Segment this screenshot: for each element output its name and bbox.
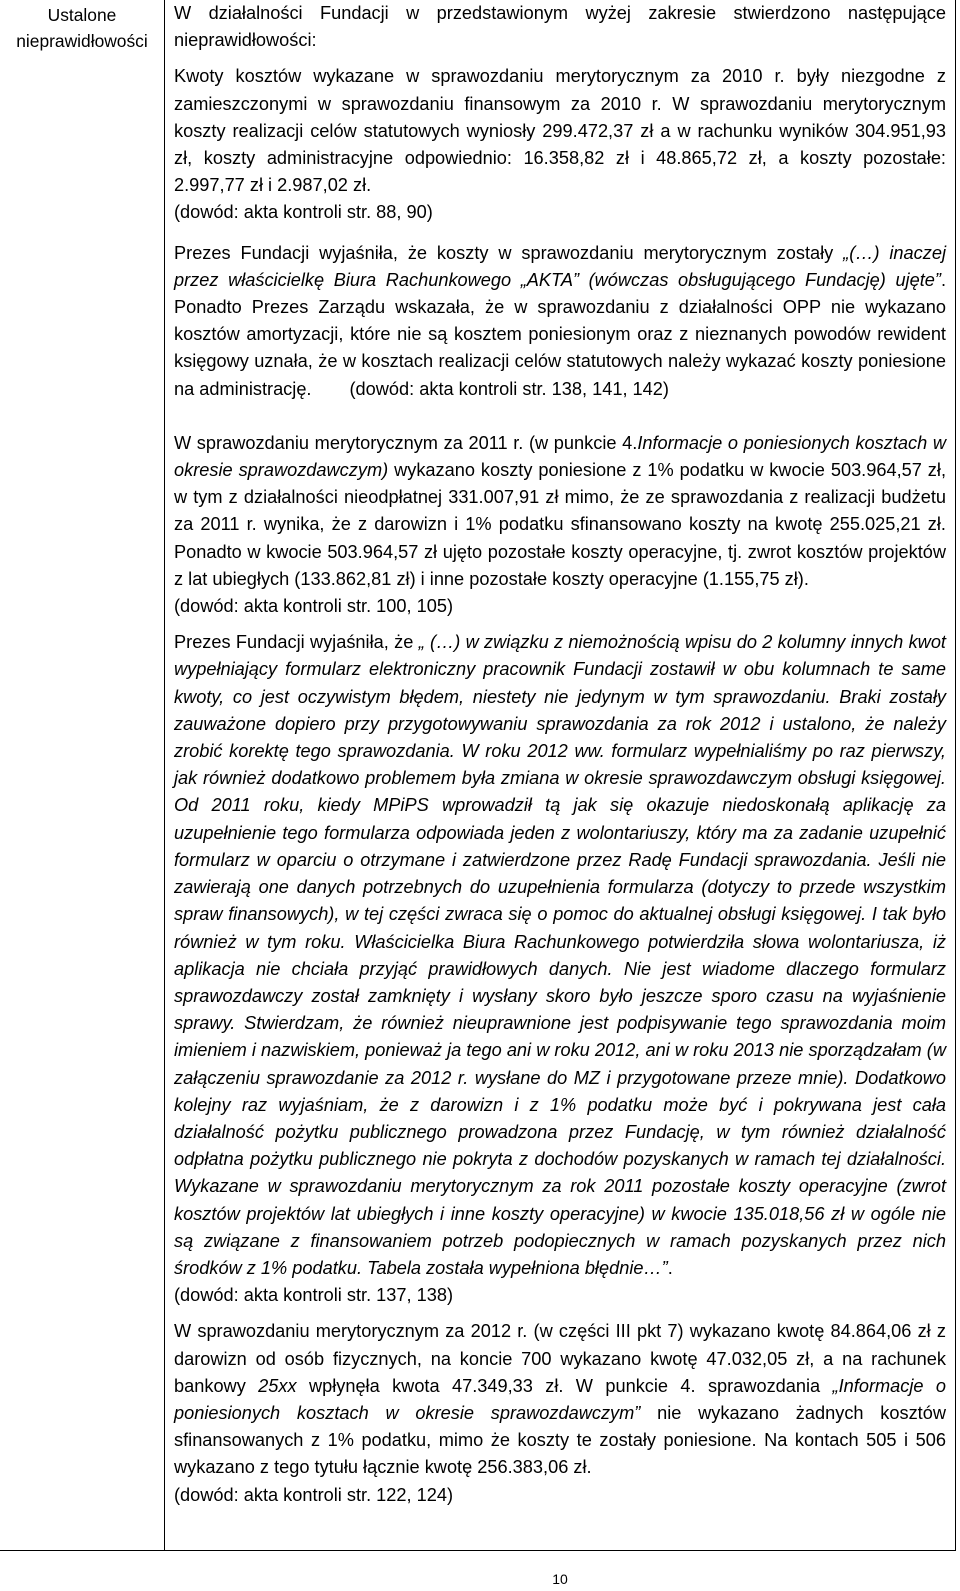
quote-segment: „ (…) w związku z niemożnością wpisu do 2 kolumny innych kwot wypełniający formularz elektroniczny pracownik Fundacji zostawił w obu kolumnach te same kwoty, co jest oczywistym błędem, niestety nie jedynym w tym sprawozdaniu. Braki zostały zauważone dopiero przy przygotowywaniu sprawozdania za rok 2012 i ustalono, że należy zrobić korektę tego sprawozdania. W roku 2012 ww. formularz wypełnialiśmy po raz pierwszy, jak również dodatkowo problemem była zmiana w okresie sprawozdawczym obsługi księgowej. Od 2011 roku, kiedy MPiPS wprowadził tą jak się okazuje niedoskonałą aplikację za uzupełnienie tego formularza odpowiada jeden z wolontariuszy, który ma za zadanie uzupełnić formularz w oparciu o otrzymane i zatwierdzone przez Radę Fundacji sprawozdania. Jeśli nie zawierają one danych potrzebnych do uzupełnienia formularza (dotyczy to przede wszystkim spraw finansowych), w tej części zwraca się o pomoc do aktualnej obsługi księgowej. I tak było również w tym roku. Właścicielka Biura Rachunkowego potwierdziła słowa wolontariusza, iż aplikacja nie chciała przyjąć prawidłowych danych. Nie jest wiadome dlaczego formularz sprawozdawczy został zamknięty i wysłany skoro było jeszcze sporo czasu na wyjaśnienie sprawy. Stwierdzam, że również nieuprawnione jest podpisywanie tego sprawozdania moim imieniem i nazwiskiem, ponieważ ja tego ani w roku 2012, ani w roku 2013 nie sporządzałam (w załączeniu sprawozdanie za 2012 r. wysłane do MZ i przygotowane przeze mnie). Dodatkowo kolejny raz wyjaśniam, że z darowizn i z 1% podatku może być i pokrywana jest cała działalność pożytku publicznego prowadzona przez Fundację, w tym również działalność odpłatna pożytku publicznego nie pokryta z dochodów pozyskanych w ramach tej działalności. Wykazane w sprawozdaniu merytorycznym za rok 2011 pozostałe koszty operacyjne (zwrot kosztów projektów lat ubiegłych i inne koszty operacyjne) w kwocie 135.018,56 zł w ogóle nie są związane z finansowaniem potrzeb podopiecznych w ramach pozyskanych przez nich środków z 1% podatku. Tabela została wypełniona błędnie…”: [174, 632, 946, 1278]
evidence-reference: (dowód: akta kontroli str. 100, 105): [174, 596, 454, 617]
evidence-reference: (dowód: akta kontroli str. 88, 90): [174, 202, 433, 223]
text-segment: Prezes Fundacji wyjaśniła, że: [174, 632, 419, 653]
paragraph-report-2011: [174, 430, 946, 593]
evidence-reference: (dowód: akta kontroli str. 137, 138): [174, 1285, 454, 1306]
text-segment: Prezes Fundacji wyjaśniła, że koszty w sprawozdaniu merytorycznym zostały: [174, 242, 844, 263]
italic-segment: „Informacje o poniesionych kosztach w okresie sprawozdawczym”: [174, 1375, 946, 1423]
text-segment: wpłynęła kwota 47.349,33 zł. W punkcie 4. sprawozdania: [296, 1375, 833, 1396]
text-segment: .: [667, 1257, 673, 1278]
text-segment: W sprawozdaniu merytorycznym za 2011 r. (w punkcie 4.: [174, 432, 638, 453]
column-divider: [164, 0, 165, 1550]
quote-segment: „(…) inaczej przez właścicielkę Biura Rachunkowego „AKTA” (wówczas obsługującego Fundację) ujęte”: [174, 242, 946, 290]
paragraph-report-2012: [174, 1318, 946, 1481]
italic-segment: 25xx: [258, 1375, 297, 1396]
text-segment: . Ponadto Prezes Zarządu wskazała, że w sprawozdaniu z działalności OPP nie wykazano kosztów amortyzacji, które nie są kosztem poniesionym oraz z nieznanych powodów rewident księgowy uznała, że w kosztach realizacji celów statutowych należy wykazać koszty poniesione na administrację.: [174, 269, 946, 399]
intro-paragraph: W działalności Fundacji w przedstawionym wyżej zakresie stwierdzono następujące nieprawidłowości:: [174, 3, 946, 51]
page-number: 10: [552, 1571, 568, 1587]
text-segment: W sprawozdaniu merytorycznym za 2012 r. (w części III pkt 7) wykazano kwotę 84.864,06 zł z darowizn od osób fizycznych, na koncie 700 wykazano kwotę 47.032,05 zł, a na rachunek bankowy: [174, 1321, 946, 1396]
paragraph-cost-mismatch: Kwoty kosztów wykazane w sprawozdaniu merytorycznym za 2010 r. były niezgodne z zamieszczonymi w sprawozdaniu finansowym za 2010 r. W sprawozdaniu merytorycznym koszty realizacji celów statutowych wyniosły 299.472,37 zł a w rachunku wyników 304.951,93 zł, koszty administracyjne odpowiednio: 16.358,82 zł i 48.865,72 zł, a koszty pozostałe: 2.997,77 zł i 2.987,02 zł.: [174, 66, 946, 196]
content-cell: [174, 0, 946, 1509]
evidence-reference: (dowód: akta kontroli str. 138, 141, 142): [349, 378, 669, 399]
paragraph-president-explanation-1: [174, 240, 946, 403]
paragraph-president-explanation-2: [174, 629, 946, 1282]
sidebar-label: Ustalone nieprawidłowości: [16, 5, 148, 51]
text-segment: nie wykazano żadnych kosztów sfinansowanych z 1% podatku, mimo że koszty te zostały poniesione. Na kontach 505 i 506 wykazano z tego tytułu łącznie kwotę 256.383,06 zł.: [174, 1402, 946, 1478]
italic-segment: Informacje o poniesionych kosztach w okresie sprawozdawczym): [174, 432, 946, 481]
text-segment: wykazano koszty poniesione z 1% podatku w kwocie 503.964,57 zł, w tym z działalności nieodpłatnej 331.007,91 zł mimo, że ze sprawozdania z realizacji budżetu za 2011 r. wynika, że z darowizn i 1% podatku sfinansowano koszty na kwotę 255.025,21 zł. Ponadto w kwocie 503.964,57 zł ujęto pozostałe koszty operacyjne, tj. zwrot kosztów projektów z lat ubiegłych (133.862,81 zł) i inne pozostałe koszty operacyjne (1.155,75 zł).: [174, 460, 946, 589]
evidence-reference: (dowód: akta kontroli str. 122, 124): [174, 1484, 454, 1505]
